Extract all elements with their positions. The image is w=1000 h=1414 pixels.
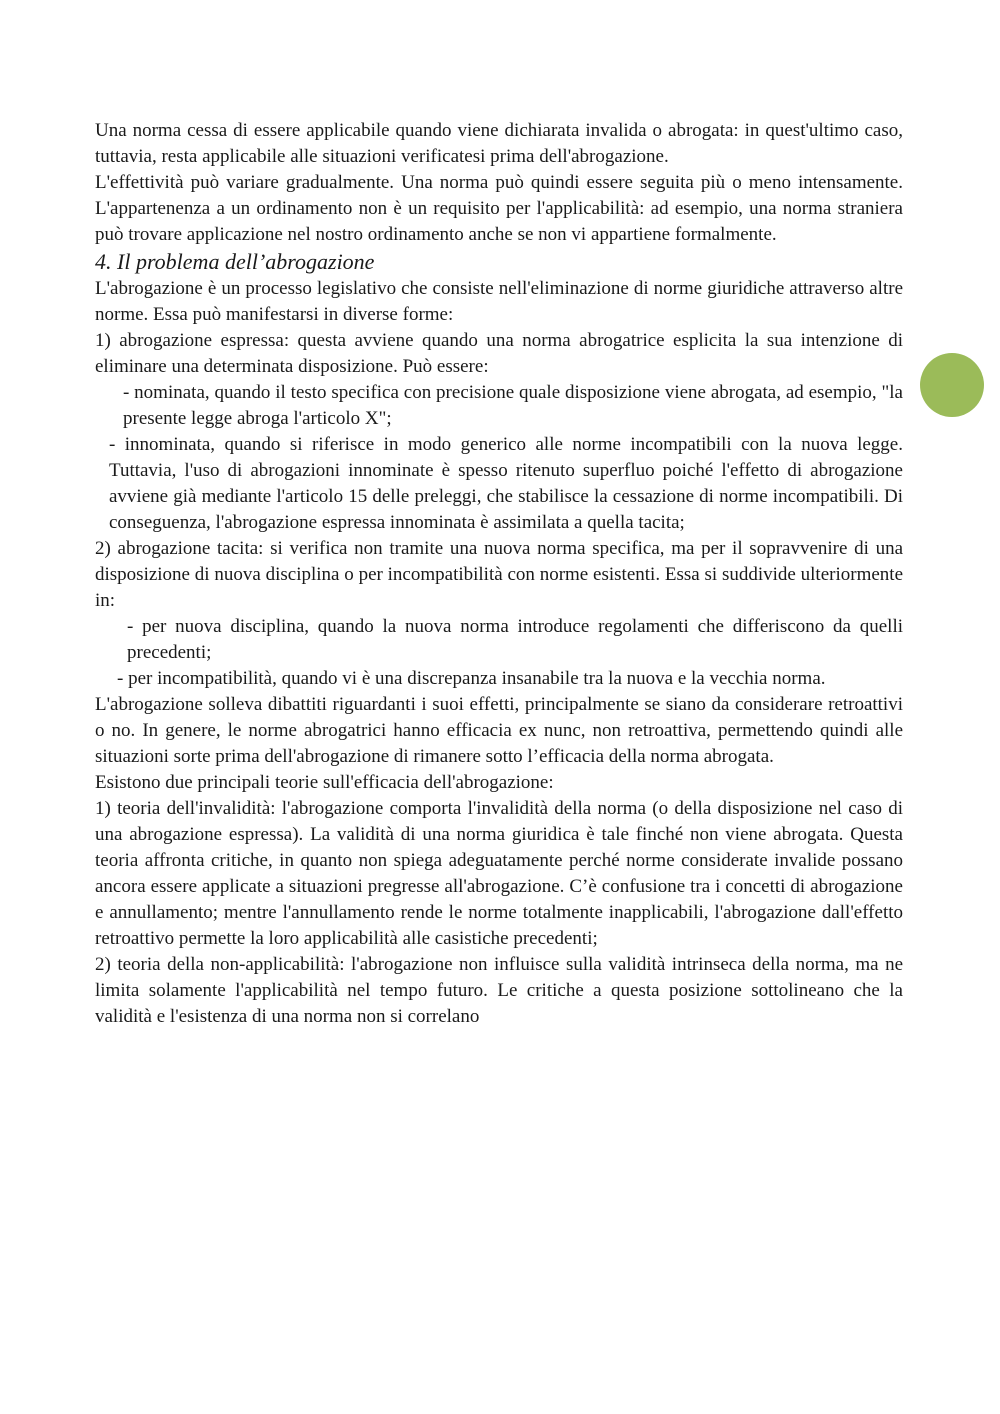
green-circle-marker [920, 353, 984, 417]
paragraph: Una norma cessa di essere applicabile quando viene dichiarata invalida o abrogata: in quest'ultimo caso, tuttavia, resta applicabile alle situazioni verificatesi prima dell'abrogazione. [95, 120, 903, 167]
sub-list-item [95, 380, 903, 432]
list-item: 1) teoria dell'invalidità: l'abrogazione comporta l'invalidità della norma (o della disposizione nel caso di una abrogazione espressa). La validità di una norma giuridica è tale finché non viene abrogata. Questa teoria affronta critiche, in quanto non spiega adeguatamente perché norme considerate invalide possano ancora essere applicate a situazioni pregresse all'abrogazione. C’è confusione tra i concetti di abrogazione e annullamento; mentre l'annullamento rende le norme totalmente inapplicabili, l'abrogazione dall'effetto retroattivo permette la loro applicabilità alle casistiche precedenti; [95, 798, 903, 949]
sub-list-item [95, 614, 903, 666]
paragraph: Esistono due principali teorie sull'efficacia dell'abrogazione: [95, 772, 554, 793]
paragraph: L'abrogazione solleva dibattiti riguardanti i suoi effetti, principalmente se siano da considerare retroattivi o no. In genere, le norme abrogatrici hanno efficacia ex nunc, non retroattiva, permettendo quindi alle situazioni sorte prima dell'abrogazione di rimanere sotto l’efficacia della norma abrogata. [95, 694, 903, 767]
page-content [95, 118, 903, 1030]
list-item: 2) abrogazione tacita: si verifica non tramite una nuova norma specifica, ma per il sopravvenire di una disposizione di nuova disciplina o per incompatibilità con norme esistenti. Essa si suddivide ulteriormente in: [95, 538, 903, 611]
list-item: 2) teoria della non-applicabilità: l'abrogazione non influisce sulla validità intrinseca della norma, ma ne limita solamente l'applicabilità nel tempo futuro. Le critiche a questa posizione sottolineano che la validità e l'esistenza di una norma non si correlano [95, 954, 903, 1027]
sub-list-item [95, 666, 903, 692]
sub-list-item-text: - nominata, quando il testo specifica con precisione quale disposizione viene abrogata, ad esempio, "la presente legge abroga l'articolo X"; [123, 382, 903, 429]
paragraph: L'effettività può variare gradualmente. Una norma può quindi essere seguita più o meno intensamente. L'appartenenza a un ordinamento non è un requisito per l'applicabilità: ad esempio, una norma straniera può trovare applicazione nel nostro ordinamento anche se non vi appartiene formalmente. [95, 172, 903, 245]
list-item: 1) abrogazione espressa: questa avviene quando una norma abrogatrice esplicita la sua intenzione di eliminare una determinata disposizione. Può essere: [95, 330, 903, 377]
sub-list-item-text: - per nuova disciplina, quando la nuova norma introduce regolamenti che differiscono da quelli precedenti; [127, 616, 903, 663]
paragraph: L'abrogazione è un processo legislativo che consiste nell'eliminazione di norme giuridiche attraverso altre norme. Essa può manifestarsi in diverse forme: [95, 278, 903, 325]
sub-list-item [95, 432, 903, 536]
sub-list-item-text: - per incompatibilità, quando vi è una discrepanza insanabile tra la nuova e la vecchia norma. [117, 668, 826, 689]
sub-list-item-text: - innominata, quando si riferisce in modo generico alle norme incompatibili con la nuova legge. Tuttavia, l'uso di abrogazioni innominate è spesso ritenuto superfluo poiché l'effetto di abrogazione avviene già mediante l'articolo 15 delle preleggi, che stabilisce la cessazione di norme incompatibili. Di conseguenza, l'abrogazione espressa innominata è assimilata a quella tacita; [109, 434, 903, 533]
section-heading: 4. Il problema dell’abrogazione [95, 249, 375, 274]
